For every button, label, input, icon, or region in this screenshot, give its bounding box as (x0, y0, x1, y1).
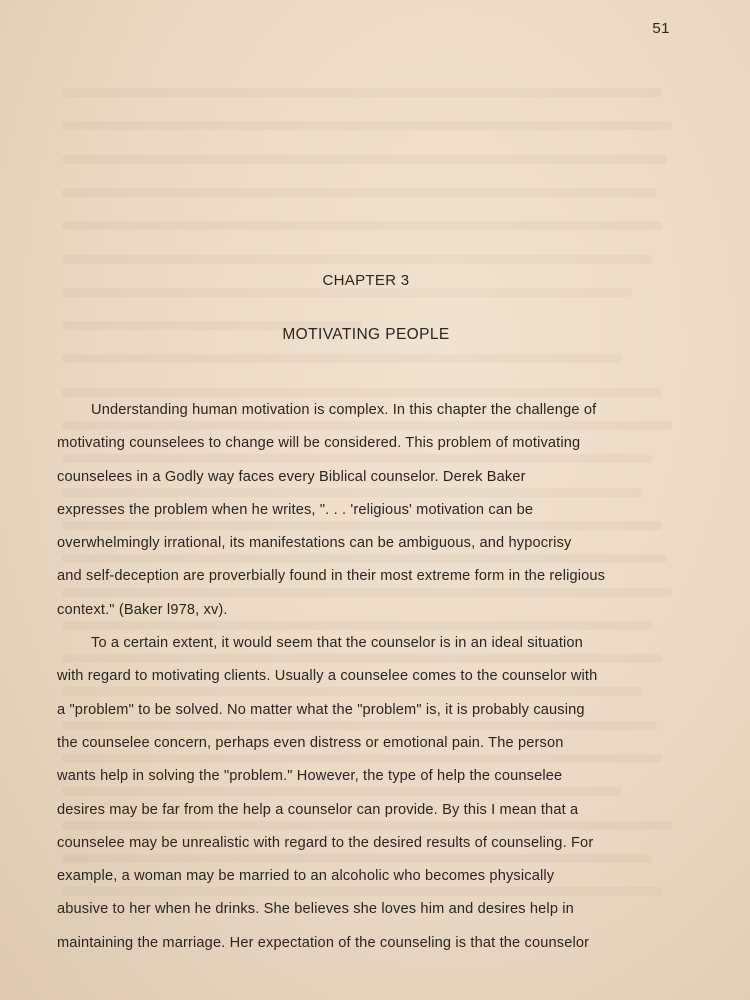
text-line: motivating counselees to change will be considered. This problem of motivating (57, 435, 581, 452)
text-line: a "problem" to be solved. No matter what the "problem" is, it is probably causing (57, 701, 585, 718)
bleed-through-line (62, 354, 622, 363)
chapter-number: CHAPTER 3 (322, 272, 410, 289)
text-line: wants help in solving the "problem." However, the type of help the counselee (57, 768, 563, 785)
bleed-through-line (62, 88, 662, 97)
text-line: the counselee concern, perhaps even distress or emotional pain. The person (57, 734, 564, 751)
text-line: desires may be far from the help a counselor can provide. By this I mean that a (57, 801, 579, 818)
text-line: counselee may be unrealistic with regard to the desired results of counseling. For (57, 834, 594, 851)
chapter-title: MOTIVATING PEOPLE (282, 326, 450, 343)
text-line: abusive to her when he drinks. She believes she loves him and desires help in (57, 901, 574, 918)
text-line: and self-deception are proverbially found in their most extreme form in the religious (57, 568, 606, 585)
bleed-through-line (62, 155, 667, 164)
bleed-through-line (62, 221, 662, 230)
text-line: context." (Baker l978, xv). (57, 601, 228, 618)
text-line: with regard to motivating clients. Usually a counselee comes to the counselor with (57, 668, 598, 685)
text-line: example, a woman may be married to an alcoholic who becomes physically (57, 868, 555, 885)
bleed-through-line (62, 188, 657, 197)
page-number: 51 (652, 20, 670, 37)
bleed-through-line (62, 121, 672, 130)
text-line: To a certain extent, it would seem that the counselor is in an ideal situation (91, 635, 583, 652)
body-text (57, 394, 687, 960)
text-line: expresses the problem when he writes, ". . . 'religious' motivation can be (57, 501, 534, 518)
text-line: overwhelmingly irrational, its manifestations can be ambiguous, and hypocrisy (57, 535, 572, 552)
text-line: counselees in a Godly way faces every Biblical counselor. Derek Baker (57, 468, 526, 485)
text-line: Understanding human motivation is complex. In this chapter the challenge of (91, 402, 597, 418)
text-line: maintaining the marriage. Her expectation of the counseling is that the counselor (57, 934, 590, 951)
bleed-through-line (62, 255, 652, 264)
bleed-through-line (62, 288, 632, 297)
